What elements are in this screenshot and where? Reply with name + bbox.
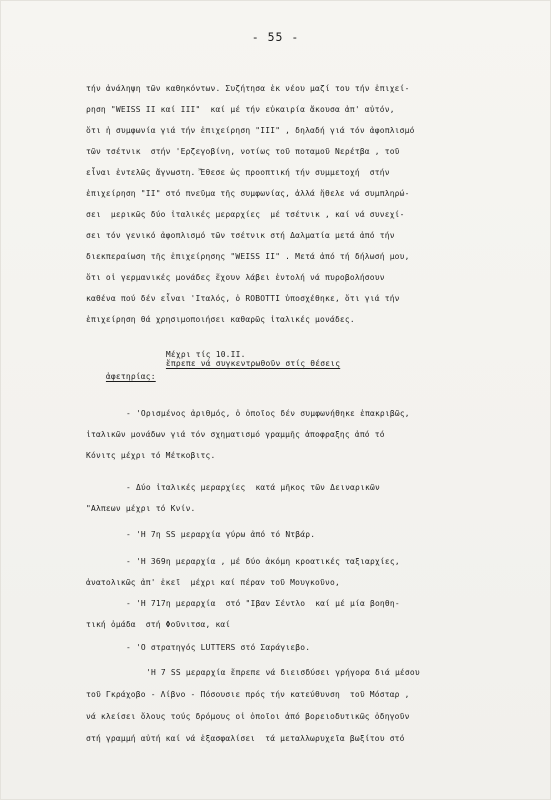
text-line: σει τόν γενικό ἀφοπλισμό τῶν τσέτνικ στή Δαλματία μετά ἀπό τήν <box>86 231 395 240</box>
text-line: 'Η 7 SS μεραρχία ἔπρεπε νά διεισδύσει γρήγορα διά μέσου <box>146 668 420 677</box>
text-line: σει μερικῶς δύο ἰταλικές μεραρχίες μέ τσέτνικ , καί νά συνεχί- <box>86 210 405 219</box>
list-item-line: ἰταλικῶν μονάδων γιά τόν σχηματισμό γραμμῆς ἀποφραξης ἀπό τό <box>86 430 385 439</box>
text-line: τήν ἀνάληψη τῶν καθηκόντων. Συζήτησα ἐκ νέου μαζί του τήν ἐπιχεί- <box>86 84 410 93</box>
list-item-line: τική ὁμάδα στή Φοῦνιτσα, καί <box>86 620 231 629</box>
list-item-line: - 'Η 7η SS μεραρχία γύρω ἀπό τό Ντβάρ. <box>126 530 316 539</box>
text-line: τῶν τσέτνικ στήν 'Ερζεγοβίνη, νοτίως τοῦ ποταμοῦ Νερέτβα , τοῦ <box>86 147 400 156</box>
text-line: στή γραμμή αὐτή καί νά ἐξασφαλίσει τά μεταλλωρυχεῖα βωξίτου στό <box>86 734 405 743</box>
list-item-line: ἀνατολικῶς ἀπ' ἐκεῖ μέχρι καί πέραν τοῦ Μουγκοῦνο, <box>86 578 340 587</box>
list-item-line: "Αλπεων μέχρι τό Κνίν. <box>86 504 196 513</box>
heading-underlined-text: ἔπρεπε νά συγκεντρωθοῦν στίς θέσεις <box>165 359 341 368</box>
text-line: τοῦ Γκράχοβο - Λίβνο - Πόσουσιε πρός τήν κατεύθυνση τοῦ Μόσταρ , <box>86 690 410 699</box>
list-item-line: - 'Η 369η μεραρχία , μέ δύο ἀκόμη κροατικές ταξιαρχίες, <box>126 557 400 566</box>
text-line: νά κλείσει ὅλους τούς δρόμους οἱ ὁποῖοι ἀπό βορειοδυτικῶς ὁδηγοῦν <box>86 712 410 721</box>
section-heading-continued <box>86 363 551 390</box>
heading-prefix: Μέχρι τίς 10.II. <box>165 350 246 359</box>
text-line: ρηση "WEISS II καί III" καί μέ τήν εὐκαιρία ἄκουσα ἀπ' αὐτόν, <box>86 105 395 114</box>
list-item-line: - Δύο ἰταλικές μεραρχίες κατά μῆκος τῶν Δειναρικῶν <box>126 483 380 492</box>
list-item-line: - 'Η 717η μεραρχία στό "Ιβαν Σέντλο καί μέ μία βοηθη- <box>126 599 400 608</box>
list-item-line: Κόνιτς μέχρι τό Μέτκοβιτς. <box>86 451 216 460</box>
text-line: ἐπιχείρηση θά χρησιμοποιήσει καθαρῶς ἰταλικές μονάδες. <box>86 315 355 324</box>
list-item-line: - 'Ορισμένος ἀριθμός, ὁ ὁποῖος δέν συμφωνήθηκε ἐπακριβῶς, <box>126 409 410 418</box>
text-line: καθένα πού δέν εἶναι 'Ιταλός, ὁ ROBOTTI ὑποσχέθηκε, ὅτι γιά τήν <box>86 294 400 303</box>
text-line: ἐπιχείρηση "II" στό πνεῦμα τῆς συμφωνίας, ἀλλά ἤθελε νά συμπληρώ- <box>86 189 410 198</box>
text-line: διεκπεραίωση τῆς ἐπιχείρησης "WEISS II" . Μετά ἀπό τή δήλωσή μου, <box>86 252 410 261</box>
heading-underlined-text: ἀφετηρίας: <box>105 372 156 381</box>
text-line: ὅτι ἡ συμφωνία γιά τήν ἐπιχείρηση "III" , δηλαδή γιά τόν ἀφοπλισμό <box>86 126 415 135</box>
list-item-line: - 'Ο στρατηγός LUTTERS στό Σαράγιεβο. <box>126 643 311 652</box>
text-line: εἶναι ἐντελῶς ἄγνωστη. Ἔθεσε ὡς προοπτική τήν συμμετοχή στήν <box>86 168 390 177</box>
text-line: ὅτι οἱ γερμανικές μονάδες ἔχουν λάβει ἐντολή νά πυροβολήσουν <box>86 273 385 282</box>
page-number: - 55 - <box>251 30 300 44</box>
